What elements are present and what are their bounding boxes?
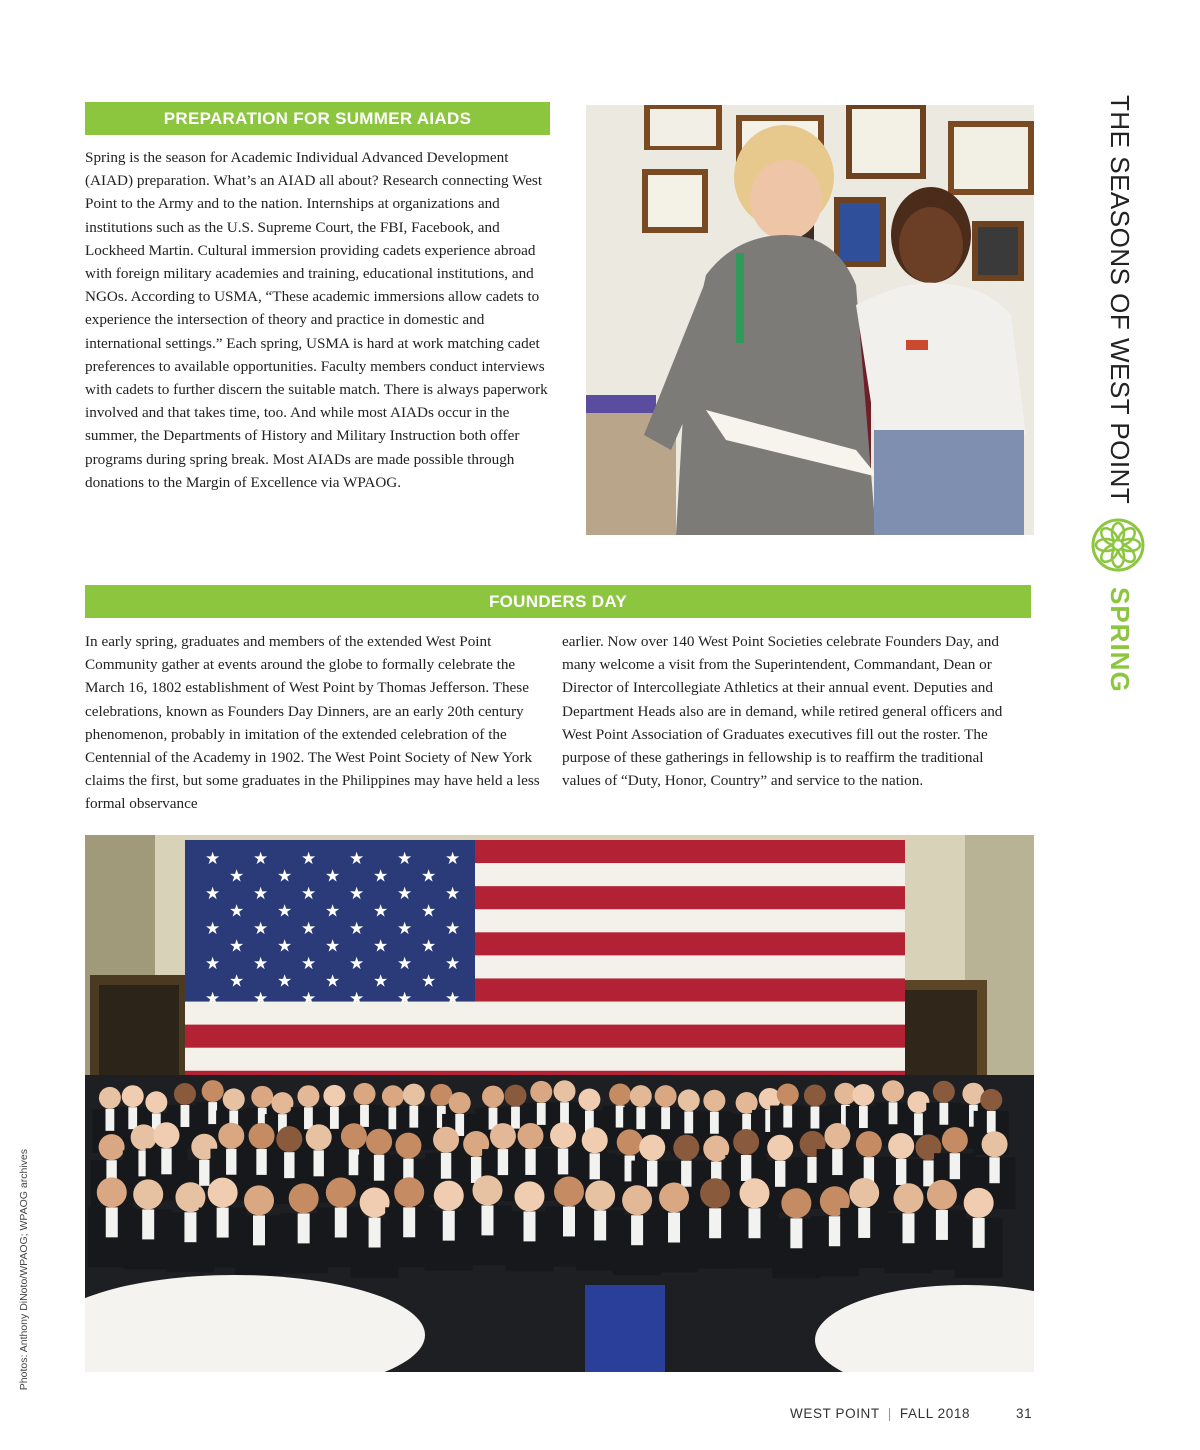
svg-text:★: ★ [421, 936, 437, 957]
svg-text:★: ★ [301, 849, 317, 869]
svg-text:★: ★ [301, 884, 317, 904]
season-label: SPRING [1105, 587, 1135, 693]
svg-text:★: ★ [277, 901, 293, 922]
photo-credit [10, 1120, 40, 1390]
svg-text:★: ★ [397, 849, 413, 869]
aiads-heading: PREPARATION FOR SUMMER AIADS [85, 102, 550, 135]
svg-text:★: ★ [325, 971, 341, 992]
footer-issue: FALL 2018 [899, 1406, 971, 1421]
svg-text:★: ★ [301, 954, 317, 974]
svg-text:★: ★ [253, 849, 269, 869]
svg-text:★: ★ [421, 971, 437, 992]
svg-text:★: ★ [229, 866, 245, 887]
founders-body-col1: In early spring, graduates and members of the extended West Point Community gather at events around the globe to formally celebrate the March 16, 1802 establishment of West Point by Thomas Jefferson. These celebrations, known as Founders Day Dinners, are an early 20th century phenomenon, probably in imitation of the extended celebration of the Centennial of the Academy in 1902. The West Point Society of New York claims the first, but some graduates in the Philippines may have held a less formal observance [85, 633, 540, 813]
footer-publication: WEST POINT | FALL 2018 [790, 1406, 971, 1421]
svg-text:★: ★ [205, 919, 221, 939]
svg-text:★: ★ [445, 989, 461, 1009]
svg-text:★: ★ [373, 936, 389, 957]
svg-text:★: ★ [349, 919, 365, 939]
series-title-text: THE SEASONS OF WEST POINT [1105, 95, 1135, 505]
svg-text:★: ★ [421, 901, 437, 922]
svg-text:★: ★ [349, 884, 365, 904]
aiads-body: Spring is the season for Academic Individual Advanced Development (AIAD) preparation. What’s an AIAD all about? Research connecting West Point to the Army and to the nation. Internships at organizations and institutions such as the U.S. Supreme Court, the FBI, Facebook, and Lockheed Martin. Cultural immersion providing cadets experience abroad with foreign military academies and training, educational institutions, and NGOs. According to USMA, “These academic immersions allow cadets to experience the intersection of theory and practice in domestic and international settings.” Each spring, USMA is hard at work matching cadet preferences to available opportunities. Faculty members conduct interviews with cadets to further discern the suitable match. There is always paperwork involved and that takes time, too. And while most AIADs occur in the summer, the Departments of History and Military Instruction both offer programs during spring break. Most AIADs are made possible through donations to the Margin of Excellence via WPAOG. [85, 149, 548, 491]
svg-text:★: ★ [349, 849, 365, 869]
series-title [1090, 95, 1150, 693]
svg-text:★: ★ [253, 954, 269, 974]
footer-page-number: 31 [1016, 1406, 1033, 1421]
svg-text:★: ★ [445, 919, 461, 939]
svg-text:★: ★ [325, 866, 341, 887]
svg-text:★: ★ [205, 849, 221, 869]
svg-text:★: ★ [445, 954, 461, 974]
svg-text:★: ★ [325, 901, 341, 922]
spring-flower-icon [1090, 517, 1146, 573]
svg-text:★: ★ [325, 936, 341, 957]
founders-heading: FOUNDERS DAY [85, 585, 1031, 618]
svg-text:★: ★ [373, 901, 389, 922]
svg-text:★: ★ [253, 989, 269, 1009]
svg-text:★: ★ [421, 866, 437, 887]
founders-body-col2: earlier. Now over 140 West Point Societies celebrate Founders Day, and many welcome a visit from the Superintendent, Commandant, Dean or Director of Intercollegiate Athletics at their annual event. Deputies and Department Heads also are in demand, while retired general officers and West Point Association of Graduates executives fill out the roster. The purpose of these gatherings in fellowship is to reaffirm the traditional values of “Duty, Honor, Country” and service to the nation. [562, 633, 1003, 790]
svg-text:★: ★ [205, 954, 221, 974]
svg-text:★: ★ [301, 989, 317, 1009]
svg-text:★: ★ [253, 884, 269, 904]
svg-text:★: ★ [373, 866, 389, 887]
svg-text:★: ★ [349, 989, 365, 1009]
svg-text:★: ★ [373, 971, 389, 992]
svg-text:★: ★ [301, 919, 317, 939]
svg-text:★: ★ [349, 954, 365, 974]
svg-text:★: ★ [397, 919, 413, 939]
svg-text:★: ★ [229, 901, 245, 922]
svg-text:★: ★ [397, 884, 413, 904]
svg-text:★: ★ [277, 866, 293, 887]
advisor-cadet-photo [586, 105, 1034, 535]
svg-text:★: ★ [205, 989, 221, 1009]
svg-text:★: ★ [229, 971, 245, 992]
svg-text:★: ★ [205, 884, 221, 904]
svg-text:★: ★ [445, 849, 461, 869]
svg-text:★: ★ [229, 936, 245, 957]
svg-text:★: ★ [277, 936, 293, 957]
svg-text:★: ★ [253, 919, 269, 939]
photo-credit-text: Photos: Anthony DiNoto/WPAOG; WPAOG archives [18, 1148, 30, 1390]
footer-magazine: WEST POINT [790, 1406, 880, 1421]
svg-text:★: ★ [397, 989, 413, 1009]
svg-text:★: ★ [445, 884, 461, 904]
svg-text:★: ★ [277, 971, 293, 992]
svg-text:★: ★ [397, 954, 413, 974]
founders-day-group-photo [85, 835, 1034, 1372]
